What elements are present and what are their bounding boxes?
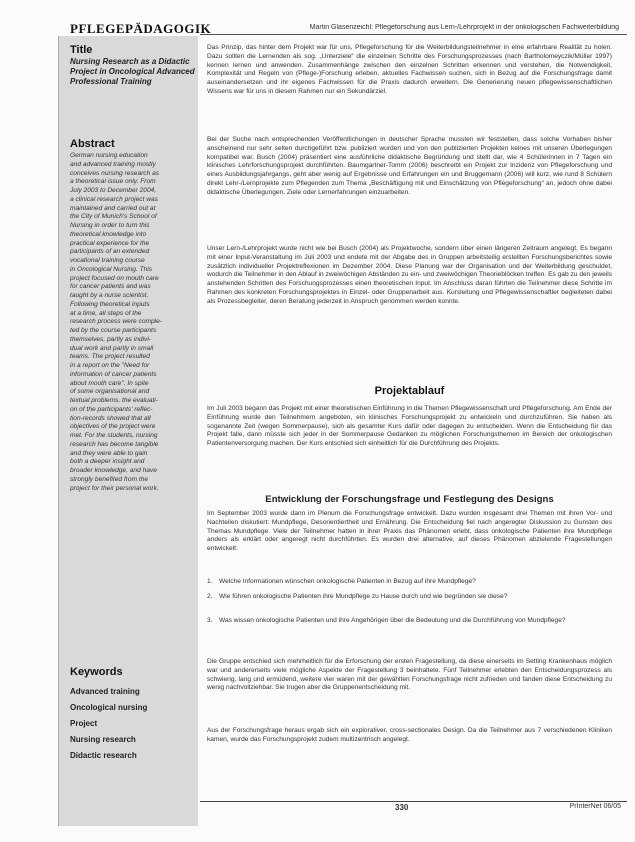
paragraph-5: Im September 2003 wurde dann im Plenum die Forschungsfrage entwickelt. Dazu wurden insgesamt drei Themen mit ihren Vor- und Nachteilen diskutiert: Mundpflege, Desorientiertheit und Ernährung. Die Entscheidung fiel nach angeregter Diskussion zu Gunsten des Themas Mundpflege. Viele der Teilnehmer hatten in ihrer Praxis das Phänomen erlebt, dass onkologische Patienten ihre Mundpflege anders als erklärt oder angeregt nicht durchführten. Es wurden drei alternative, auf dieses Phänomen abzielende Fragestellungen entwickelt: bbox=[207, 510, 612, 552]
question-text: Wie führen onkologische Patienten ihre Mundpflege zu Hause durch und wie begründen sie diese? bbox=[219, 593, 508, 600]
keyword: Oncological nursing bbox=[70, 703, 148, 712]
keyword: Nursing research bbox=[70, 735, 136, 744]
paragraph-4: Im Juli 2003 begann das Projekt mit einer theoretischen Einführung in die Themen Pflegewissenschaft und Pflegeforschung. Am Ende der Einführung wurde den Teilnehmern angeboten, ein klinisches Forschungsprojekt zu entwickeln und durchzuführen. Sie haben als sogenannte Zeit (wegen Sommerpause), sich als gesamter Kurs dafür oder dagegen zu entscheiden. Wenn die Entscheidung für das Projekt falle, dann müsste sich jeder in der Sommerpause Gedanken zu möglichen Forschungsthemen im Bereich der onkologischen Patientenversorgung machen. Der Kurs entschied sich einheitlich für die Durchführung des Projekts. bbox=[207, 405, 612, 447]
journal-issue: PrInterNet 06/05 bbox=[569, 803, 621, 810]
paragraph-1: Das Prinzip, das hinter dem Projekt war für uns, Pflegeforschung für die Weiterbildungsteilnehmer in eine erfahrbare Realität zu holen. Dazu sollten die Lernenden als sog. „Unterziele“ die einzelnen Schritte des Forschungsprozesses (nach Bartholomeyczik/Müller 1997) kennen lernen und anwenden. Zusammenhänge zwischen den einzelnen Schritten erkennen und verstehen, die Notwendigkeit, Komplexität und Regeln von (Pflege-)Forschung erleben, aktuelles Fachwissen suchen, sich in Bezug auf die Forschungsfrage damit auseinandersetzen und ihr eigenes Fachwissen für die Praxis dadurch erweitern. Die Generierung neuen pflegewissenschaftlichen Wissens war für uns in diesem Rahmen nur ein Sekundärziel. bbox=[207, 44, 612, 95]
footer-divider bbox=[200, 801, 627, 802]
question-number: 1. bbox=[207, 578, 213, 585]
keywords-list bbox=[70, 684, 196, 764]
question-item bbox=[207, 617, 612, 626]
paragraph-2: Bei der Suche nach entsprechenden Veröffentlichungen in deutscher Sprache mussten wir feststellen, dass solche Vorhaben bisher anscheinend nur sehr selten durchgeführt bzw. publiziert wurden und von den publizierten Projekten keines mit unseren Überlegungen kompatibel war. Busch (2004) präsentiert eine ausführliche didaktische Begründung und stellt dar, wie 4 Schülerinnen in 7 Tagen ein klinisches Lehrforschungsprojekt durchführten. Baumgartner-Tomm (2006) beschreibt ein Projekt zur Inzidenz von Pflegeforschung und eines Ausbildungsjahrgangs, geht aber wenig auf Ergebnisse und Erfahrungen ein und Bruggemann (2006) will kurz, wie rund 8 Schülern direkt Lehr-/Lernprojekte zum Pflegenden zum Thema „Beschäftigung mit und Einschätzung von Pflegeforschung“ an, jedoch ohne dabei didaktische Überlegungen, Ziele oder Lernerfahrungen einzuarbeiten. bbox=[207, 136, 612, 196]
journal-title: PFLEGEPÄDAGOGIK bbox=[70, 21, 212, 36]
question-text: Was wissen onkologische Patienten und ihre Angehörigen über die Bedeutung und die Durchführung von Mundpflege? bbox=[219, 617, 566, 624]
keyword: Advanced training bbox=[70, 687, 140, 696]
paragraph-6: Die Gruppe entschied sich mehrheitlich für die Erforschung der ersten Fragestellung, da diese einerseits im Setting Krankenhaus möglich war und andererseits viele mögliche Aspekte der Fragestellung 3 beinhaltete. Fünf Teilnehmer erlebten den Entscheidungsprozess als schwierig, lang und ermüdend, weitere vier waren mit der gewählten Forschungsfrage nicht zufrieden und fanden diese Entscheidung zu wenig nachvollziehbar. Sie trugen aber die Gruppenentscheidung mit. bbox=[207, 658, 612, 692]
header-divider bbox=[200, 34, 627, 35]
abstract-text: German nursing education and advanced training mostly conceives nursing research as a theoretical issue only. From July 2003 to December 2004, a clinical research project was maintained and carried out at the City of Munich's School of Nursing in order to turn this theoretical knowledge into practical experience for the participants of an extended vocational training course in Oncological Nursing. This project focused on mouth care for cancer patients and was taught by a nurse scientist. Following theoretical inputs at a time, all steps of the research process were comple- ted by the course participants themselves, partly as indivi- dual work and partly in small teams. The project resulted in a report on the "Need for information of cancer patients about mouth care". In spite of some organisational and textual problems, the evaluati- on of the participants' reflec- tion-records showed that all objectives of the project were met. For the students, nursing research has become tangible and they were able to gain both a deeper insight and broader knowledge, and have strongly benefited from the project for their personal work. bbox=[70, 152, 162, 492]
subsection-heading: Entwicklung der Forschungsfrage und Festlegung des Designs bbox=[265, 494, 554, 505]
english-title: Nursing Research as a Didactic Project in Oncological Advanced Professional Training bbox=[70, 57, 195, 86]
question-text: Welche Informationen wünschen onkologische Patienten in Bezug auf ihre Mundpflege? bbox=[219, 578, 476, 585]
abstract-heading: Abstract bbox=[70, 138, 115, 150]
page-number: 330 bbox=[395, 803, 409, 812]
keywords-heading: Keywords bbox=[70, 666, 123, 678]
running-head: Martin Glasenzeichl: Pflegeforschung aus Lern-/Lehrprojekt in der onkologischen Fachweiterbildung bbox=[309, 24, 619, 31]
section-heading: Projektablauf bbox=[374, 385, 445, 397]
question-item bbox=[207, 593, 612, 602]
paragraph-7: Aus der Forschungsfrage heraus ergab sich ein explorativer, cross-sectionales Design. Da die Teilnehmer aus 7 verschiedenen Kliniken kamen, wurde das Forschungsprojekt zudem multizentrisch angelegt. bbox=[207, 727, 612, 743]
question-number: 3. bbox=[207, 617, 213, 624]
left-border bbox=[58, 36, 59, 826]
paragraph-3: Unser Lern-/Lehrprojekt wurde nicht wie bei Busch (2004) als Projektwoche, sondern über einen längeren Zeitraum angelegt. Es begann mit einer Input-Veranstaltung im Juli 2003 und endete mit der Abgabe des in Gruppen arbeitsteilig erstellten Forschungsberichtes sowie zusätzlich individueller Projektreflexionen im Dezember 2004. Diese Planung war der Organisation und der Weiterbildung geschuldet, wodurch die Teilnehmer in den Ablauf in zweiwöchigen Abständen zu ein- und zweiwöchigen Theorieblöcken treffen. Es gab zu den jeweils anstehenden Schritten des Forschungsprozesses einen theoretischen Input. Im Anschluss daran führten die Teilnehmer diese Schritte im Rahmen des konkreten Forschungsprojektes in Einzel- oder Gruppenarbeit aus. Kursleitung und Pflegewissenschaftler begleiteten dabei als Prozessbegleiter, deren Beratung jederzeit in Anspruch genommen werden konnte. bbox=[207, 245, 612, 305]
title-heading: Title bbox=[70, 44, 93, 56]
keyword: Didactic research bbox=[70, 751, 137, 760]
question-item bbox=[207, 578, 612, 587]
keyword: Project bbox=[70, 719, 98, 728]
question-number: 2. bbox=[207, 593, 213, 600]
